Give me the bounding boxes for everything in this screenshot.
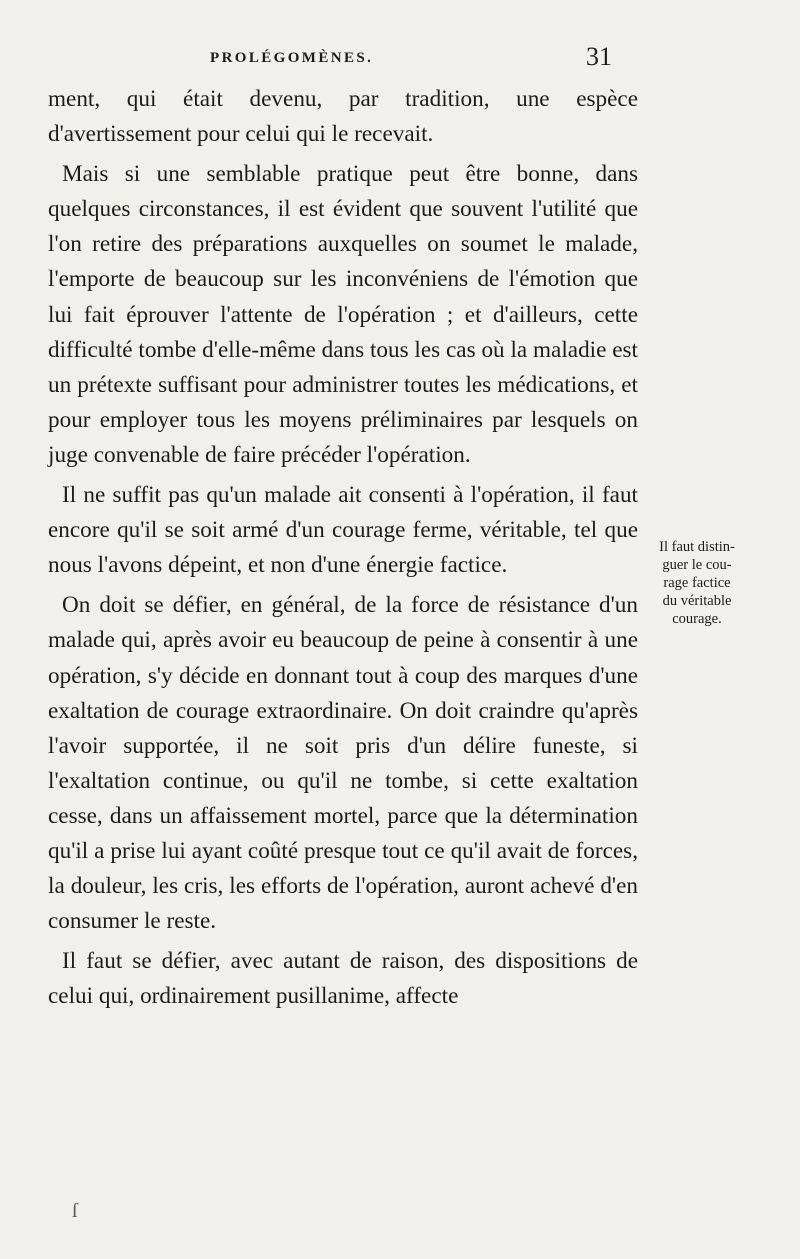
marginal-note-line: Il faut distin-: [659, 539, 735, 555]
running-title: PROLÉGOMÈNES.: [210, 50, 374, 66]
paragraph: Il faut se défier, avec autant de raison, des dispositions de celui qui, ordinairement pusillanime, affecte: [48, 948, 638, 1010]
paragraph: Il ne suffit pas qu'un malade ait consenti à l'opération, il faut encore qu'il se soit armé d'un courage ferme, véritable, tel que nous l'avons dépeint, et non d'une énergie factice.: [48, 482, 638, 579]
page-mark: ſ: [72, 1200, 78, 1222]
paragraph-continuation: ment, qui était devenu, par tradition, une espèce d'avertissement pour celui qui le recevait.: [48, 86, 638, 148]
paragraph: On doit se défier, en général, de la force de résistance d'un malade qui, après avoir eu beaucoup de peine à consentir à une opération, s'y décide en donnant tout à coup des marques d'une exaltation de courage extraordinaire. On doit craindre qu'après l'avoir supportée, il ne soit pris d'un délire funeste, si l'exaltation continue, ou qu'il ne tombe, si cette exaltation cesse, dans un affaissement mortel, parce que la détermination qu'il a prise lui ayant coûté presque tout ce qu'il avait de forces, la douleur, les cris, les efforts de l'opération, auront achevé d'en consumer le reste.: [48, 592, 638, 935]
page-number: 31: [586, 42, 612, 71]
paragraph: Mais si une semblable pratique peut être bonne, dans quelques circonstances, il est évident que souvent l'utilité que l'on retire des préparations auxquelles on soumet le malade, l'emporte de beaucoup sur les inconvéniens de l'émotion que lui fait éprouver l'attente de l'opération ; et d'ailleurs, cette difficulté tombe d'elle-même dans tous les cas où la maladie est un prétexte suffisant pour administrer toutes les médications, et pour employer tous les moyens préliminaires par lesquels on juge convenable de faire précéder l'opération.: [48, 161, 638, 468]
marginal-note-line: guer le cou-: [662, 557, 732, 573]
marginal-note-line: rage factice: [663, 575, 731, 591]
running-head: [0, 42, 800, 74]
marginal-note-line: du véritable: [662, 593, 732, 609]
marginal-note-line: courage.: [672, 611, 722, 627]
body-text: [48, 82, 638, 1019]
marginal-note: [638, 538, 756, 628]
